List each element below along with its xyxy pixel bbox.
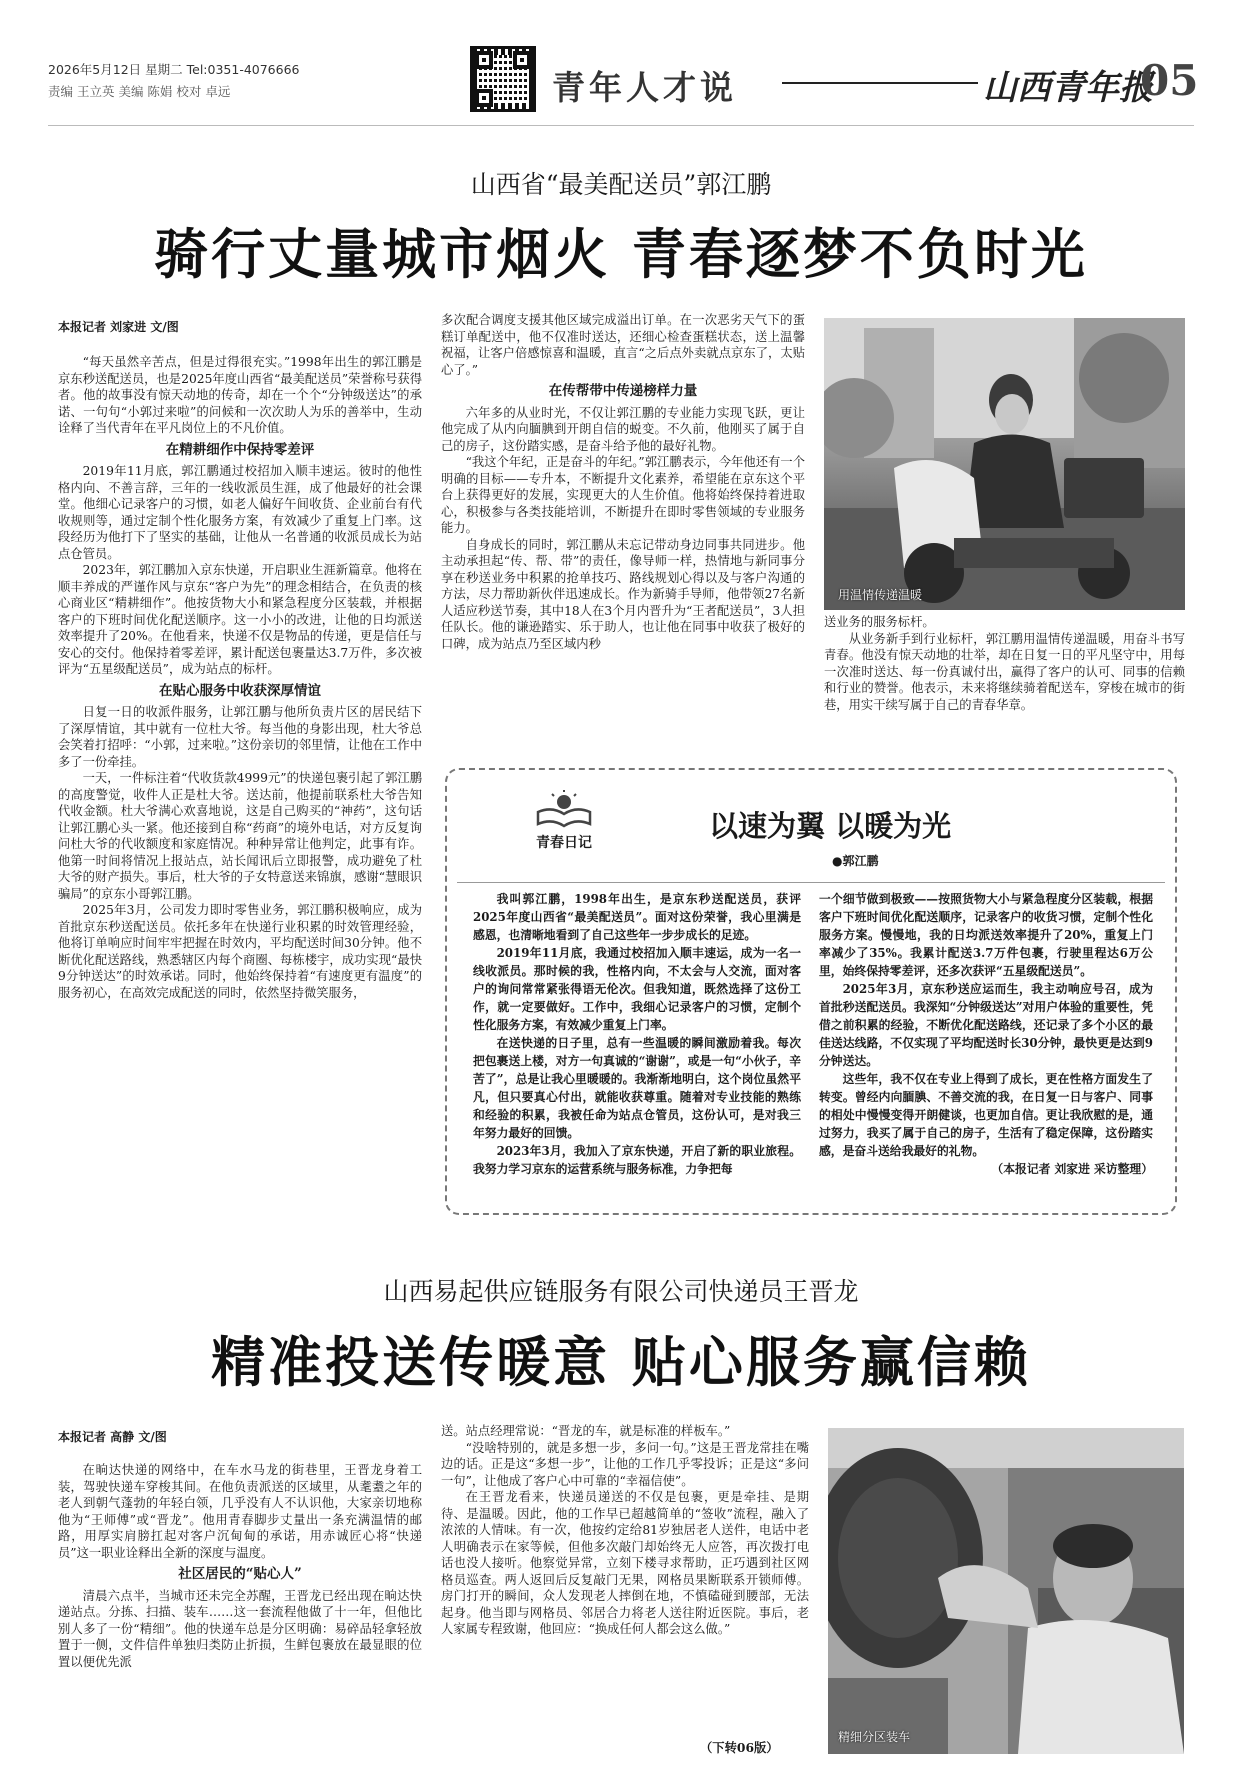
subheading: 在传帮带中传递榜样力量 [548,383,698,399]
paragraph: 2023年，郭江鹏加入京东快递，开启职业生涯新篇章。他将在顺丰养成的严谨作风与京东“客户为先”的理念相结合，在负责的核心商业区“精耕细作”。他按货物大小和紧急程度分区装载，并根据客户的下班时间优化配送顺序。这一小小的改进，让他的日均派送效率提升了20%。在他看来，快递不仅是物品的传递，更是信任与安心的交付。他保持着零差评，累计配送包裹量达3.7万件，多次被评为“五星级配送员”，成为站点的标杆。 [58,563,422,676]
paragraph: 六年多的从业时光，不仅让郭江鹏的专业能力实现飞跃，更让他完成了从内向腼腆到开朗自信的蜕变。不久前，他刚买了属于自己的房子，这份踏实感，是奋斗给予他的最好礼物。 [441,405,805,453]
paragraph: 多次配合调度支援其他区域完成溢出订单。在一次恶劣天气下的蛋糕订单配送中，他不仅准时送达，还细心检查蛋糕状态，送上温馨祝福，让客户倍感惊喜和温暖，直言“之后点外卖就点京东了，太贴心了。” [441,313,805,377]
paragraph: 在送快递的日子里，总有一些温暖的瞬间激励着我。每次把包裹送上楼，对方一句真诚的“谢谢”，或是一句“小伙子，辛苦了”，总是让我心里暖暖的。我渐渐地明白，这个岗位虽然平凡，但只要真心付出，就能收获尊重。随着对专业技能的熟练和经验的积累，我被任命为站点仓管员，这份认可，是对我三年努力最好的回馈。 [473,1036,801,1140]
youth-diary-box [445,768,1177,1215]
photo-caption: 用温情传递温暖 [838,588,923,602]
masthead-rule [782,82,978,84]
story1-headline: 骑行丈量城市烟火 青春逐梦不负时光 [154,222,1088,286]
date-line: 2026年5月12日 星期二 Tel:0351-4076666 [48,62,300,77]
paragraph: 从业务新手到行业标杆，郭江鹏用温情传递温暖，用奋斗书写青春。他没有惊天动地的壮举，却在日复一日的平凡坚守中，用每一次准时送达、每一份真诚付出，赢得了客户的认可、同事的信赖和行业的赞誉。他表示，未来将继续骑着配送车，穿梭在城市的街巷，用实干续写属于自己的青春华章。 [824,631,1185,712]
staff-line: 责编 王立英 美编 陈娟 校对 卓远 [48,84,231,99]
story1-column-2 [441,312,805,754]
photo-caption: 精细分区装车 [838,1730,911,1744]
paragraph: “我这个年纪，正是奋斗的年纪。”郭江鹏表示，今年他还有一个明确的目标——专升本，不断提升文化素养，希望能在京东这个平台上获得更好的发展，实现更大的人生价值。他将始终保持着进取心，积极参与各类技能培训，不断提升在即时零售领域的专业服务能力。 [441,455,805,535]
book-sun-icon [534,790,594,828]
diary-author: ●郭江鹏 [832,854,879,868]
paragraph: 送。站点经理常说：“晋龙的车，就是标准的样板车。” [441,1424,731,1438]
story1-photo [824,318,1185,610]
paragraph: 清晨六点半，当城市还未完全苏醒，王晋龙已经出现在晌达快递站点。分拣、扫描、装车……这一套流程他做了十一年，但他比别人多了一份“精细”。他的快递车总是分区明确：易碎品轻拿轻放置于一侧，文件信件单独归类防止折损，生鲜包裹放在最显眼的位置以便优先派 [58,1588,422,1669]
paragraph: 日复一日的收派件服务，让郭江鹏与他所负责片区的居民结下了深厚情谊，其中就有一位杜大爷。每当他的身影出现，杜大爷总会笑着打招呼：“小郭，过来啦。”这份亲切的邻里情，让他在工作中多了一份牵挂。 [58,705,422,769]
continued-note: （下转06版） [700,1740,779,1755]
paragraph: 2019年11月底，郭江鹏通过校招加入顺丰速运。彼时的他性格内向、不善言辞，三年的一线收派员生涯，成了他最好的社会课堂。他细心记录客户的习惯，如老人偏好午间收货、企业前台有代收规则等，通过定制个性化服务方案，有效减少了重复上门率。这段经历为他打下了坚实的基础，让他从一名普通的收派员成长为站点仓管员。 [58,464,422,561]
diary-logo [519,790,609,852]
diary-column-left [473,890,801,1208]
courier-on-scooter-image [824,318,1185,610]
diary-logo-text: 青春日记 [536,835,592,851]
story1-column-1 [58,354,422,1214]
story2-photo [828,1428,1184,1754]
paper-name-logo: 山西青年报 [983,68,1153,108]
page-number: 05 [1140,56,1199,105]
story1-column-3 [824,614,1185,754]
paragraph: 自身成长的同时，郭江鹏从未忘记带动身边同事共同进步。他主动承担起“传、帮、带”的责任，像导师一样，热情地与新同事分享在秒送业务中积累的抢单技巧、路线规划心得以及与客户沟通的方法，尽力帮助新伙伴迅速成长。作为新骑手导师，他带领27名新人适应秒送节奏，其中18人在3个月内晋升为“王者配送员”，3人担任队长。他的谦逊踏实、乐于助人，也让他在同事中收获了极好的口碑，成为站点乃至区域内秒 [441,537,805,651]
subheading: 社区居民的“贴心人” [178,1566,302,1582]
diary-rule [457,882,1165,883]
paragraph: 2025年3月，公司发力即时零售业务，郭江鹏积极响应，成为首批京东秒送配送员。依托多年在快递行业积累的时效管理经验，他将订单响应时间牢牢把握在时效内，平均配送时间30分钟。他不断优化配送路线，熟悉辖区内每个商圈、每栋楼宇，成功实现“最快9分钟送达”的时效承诺。同时，他始终保持着“有速度更有温度”的服务初心，在高效完成配送的同时，依然坚持微笑服务， [58,903,422,1000]
subheading: 在精耕细作中保持零差评 [165,441,315,458]
story2-byline: 本报记者 高静 文/图 [58,1430,167,1444]
header-divider [48,125,1194,126]
paragraph: “没啥特别的，就是多想一步，多问一句。”这是王晋龙常挂在嘴边的话。正是这“多想一步”，让他的工作几乎零投诉；正是这“多问一句”，让他成了客户心中可靠的“幸福信使”。 [441,1440,809,1488]
paragraph: 一天，一件标注着“代收货款4999元”的快递包裹引起了郭江鹏的高度警觉，收件人正是杜大爷。送达前，他提前联系杜大爷告知代收金额。杜大爷满心欢喜地说，这是自己购买的“神药”，这句话让郭江鹏心头一紧。他还接到自称“药商”的境外电话，对方反复询问杜大爷的代收额度和家庭情况。种种异常让他判定，此事有诈。他第一时间将情况上报站点，站长闻讯后立即报警，成功避免了杜大爷的财产损失。事后，杜大爷的子女特意送来锦旗，感谢“慧眼识骗局”的京东小哥郭江鹏。 [58,771,422,901]
story2-headline: 精准投送传暖意 贴心服务赢信赖 [211,1330,1031,1394]
paragraph: 这些年，我不仅在专业上得到了成长，更在性格方面发生了转变。曾经内向腼腆、不善交流的我，在日复一日与客户、同事的相处中慢慢变得开朗健谈，也更加自信。更让我欣慰的是，通过努力，我买了属于自己的房子，生活有了稳定保障，这份踏实感，是奋斗送给我最好的礼物。 [819,1072,1153,1158]
story1-byline: 本报记者 刘家进 文/图 [58,320,179,334]
diary-signature: （本报记者 刘家进 采访整理） [991,1162,1153,1176]
paragraph: 2019年11月底，我通过校招加入顺丰速运，成为一名一线收派员。那时候的我，性格内向，不太会与人交流，面对客户的询问常常紧张得语无伦次。但我知道，既然选择了这份工作，就一定要做好。工作中，我细心记录客户的习惯，定制个性化服务方案，有效减少重复上门率。 [473,946,801,1032]
paragraph: 我叫郭江鹏，1998年出生，是京东秒送配送员，获评2025年度山西省“最美配送员”。面对这份荣誉，我心里满是感恩，也清晰地看到了自己这些年一步步成长的足迹。 [473,892,801,942]
story2-column-2 [441,1423,809,1741]
story2-kicker: 山西易起供应链服务有限公司快递员王晋龙 [383,1277,859,1306]
qr-code-icon [470,46,536,112]
courier-loading-image [828,1428,1184,1754]
story1-kicker: 山西省“最美配送员”郭江鹏 [470,170,772,199]
column-name: 青年人才说 [552,68,737,107]
paragraph: 在晌达快递的网络中，在车水马龙的街巷里，王晋龙身着工装，驾驶快递车穿梭其间。在他负责派送的区域里，从耄耋之年的老人到朝气蓬勃的年轻白领，几乎没有人不认识他，大家亲切地称他为“王师傅”或“晋龙”。他用青春脚步丈量出一条充满温情的邮路，用厚实肩膀扛起对客户沉甸甸的承诺，用赤诚匠心将“快递员”这一职业诠释出全新的深度与温度。 [58,1463,422,1560]
diary-title: 以速为翼 以暖为光 [709,809,952,843]
paragraph: “每天虽然辛苦点，但是过得很充实。”1998年出生的郭江鹏是京东秒送配送员，也是2025年度山西省“最美配送员”荣誉称号获得者。他的故事没有惊天动地的传奇，却在一个个“分钟级送达”的承诺、一句句“小郭过来啦”的问候和一次次助人为乐的善举中，生动诠释了当代青年在平凡岗位上的不凡价值。 [58,355,422,435]
paragraph: 2023年3月，我加入了京东快递，开启了新的职业旅程。我努力学习京东的运营系统与服务标准，力争把每 [473,1144,801,1176]
paragraph: 2025年3月，京东秒送应运而生，我主动响应号召，成为首批秒送配送员。我深知“分钟级送达”对用户体验的重要性，凭借之前积累的经验，不断优化配送路线，还记录了多个小区的最佳送达线路，不仅实现了平均配送时长30分钟，最快更是达到9分钟送达。 [819,982,1153,1068]
paragraph: 在王晋龙看来，快递员递送的不仅是包裹，更是牵挂、是期待、是温暖。因此，他的工作早已超越简单的“签收”流程，融入了浓浓的人情味。有一次，他按约定给81岁独居老人送件，电话中老人明确表示在家等候，但他多次敲门却始终无人应答，再次拨打电话也没人接听。他察觉异常，立刻下楼寻求帮助，正巧遇到社区网格员巡查。两人返回后反复敲门无果，网格员果断联系开锁师傅。房门打开的瞬间，众人发现老人摔倒在地，不慎磕碰到腰部，无法起身。他当即与网格员、邻居合力将老人送往附近医院。事后，老人家属专程致谢，他回应：“换成任何人都会这么做。” [441,1490,809,1636]
paragraph: 送业务的服务标杆。 [824,615,935,629]
paragraph: 一个细节做到极致——按照货物大小与紧急程度分区装载，根据客户下班时间优化配送顺序，记录客户的收货习惯，定制个性化服务方案。慢慢地，我的日均派送效率提升了20%，重复上门率减少了35%。我累计配送3.7万件包裹，行驶里程达6万公里，始终保持零差评，还多次获评“五星级配送员”。 [819,892,1153,978]
story2-column-1 [58,1462,422,1754]
subheading: 在贴心服务中收获深厚情谊 [159,682,321,699]
diary-column-right [819,890,1153,1208]
